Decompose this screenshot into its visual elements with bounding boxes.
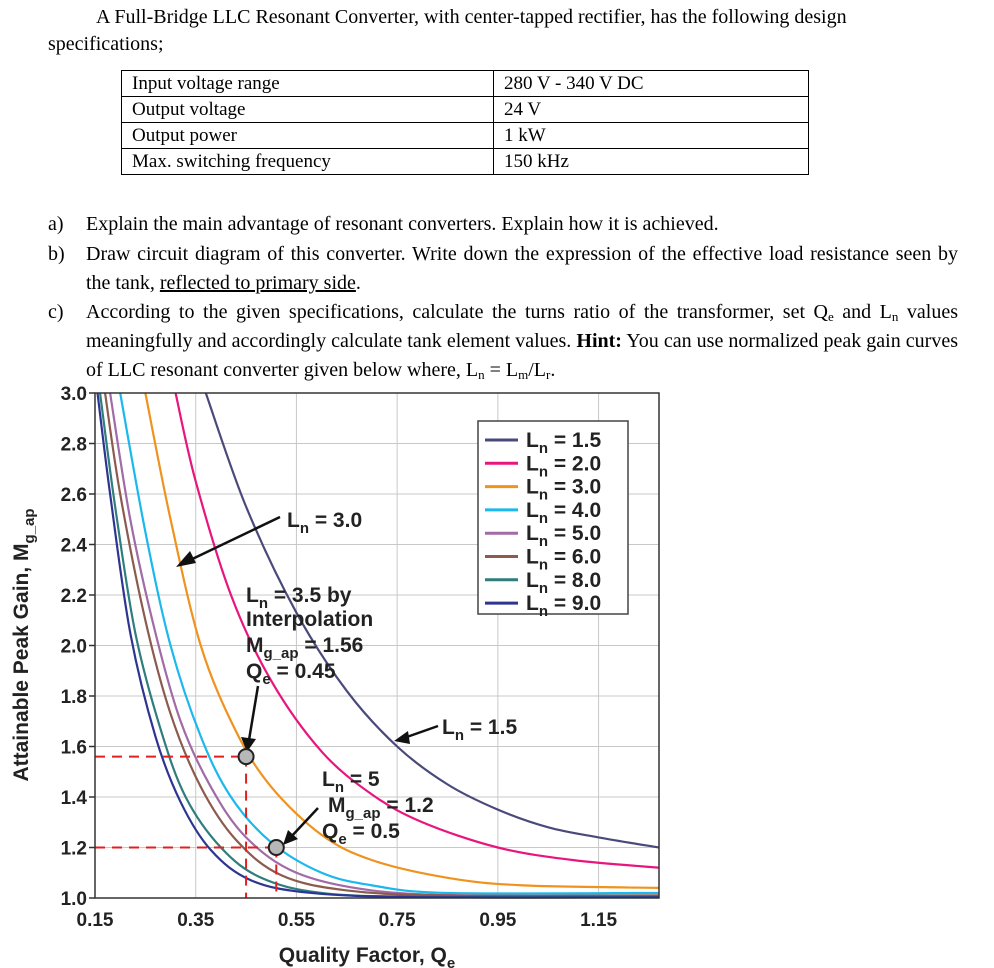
- x-tick-label: 0.95: [479, 910, 517, 931]
- y-tick-label: 3.0: [60, 384, 87, 405]
- question-b-text: [86, 240, 958, 298]
- question-c-sub-e: e: [827, 309, 834, 324]
- x-tick-label: 0.75: [378, 910, 416, 931]
- question-c-t3: values meaningfully and accordingly calculate tank element values.: [86, 301, 959, 352]
- question-c-t1: According to the given specifications, calculate the turns ratio of the transformer, set Q: [86, 301, 828, 323]
- question-c-label: c): [48, 301, 64, 323]
- operating-point-marker: [269, 840, 284, 855]
- spec-table: [121, 70, 809, 175]
- legend-label: $L_n = 6.0$: [526, 545, 602, 574]
- y-tick-label: 2.6: [60, 485, 87, 506]
- x-tick-label: 1.15: [580, 910, 618, 931]
- annotation-ln5-line2: $M_{g\_ap} = 1.2$: [328, 794, 434, 822]
- question-c: [48, 298, 958, 385]
- question-a: [48, 210, 958, 239]
- y-tick-label: 1.8: [60, 687, 87, 708]
- annotation-ln5-line1: $L_n = 5$: [322, 768, 380, 796]
- spec-value: 24 V: [494, 97, 809, 123]
- spec-label: Output power: [122, 123, 494, 149]
- question-c-text: [86, 298, 958, 385]
- question-a-text: Explain the main advantage of resonant converters. Explain how it is achieved.: [86, 213, 719, 235]
- annotation-ln35-line1: $L_n = 3.5$ by: [246, 584, 352, 612]
- spec-label: Output voltage: [122, 97, 494, 123]
- question-c-t5: = L: [484, 359, 519, 381]
- y-tick-label: 1.0: [60, 889, 87, 910]
- question-b-end: .: [355, 272, 361, 294]
- spec-value: 280 V - 340 V DC: [494, 71, 809, 97]
- spec-label: Max. switching frequency: [122, 149, 494, 175]
- intro-paragraph: [48, 4, 958, 58]
- question-c-sub-r: r: [546, 367, 551, 382]
- legend-label: $L_n = 5.0$: [526, 522, 602, 551]
- spec-value: 150 kHz: [494, 149, 809, 175]
- annotation-ln3: $L_n = 3.0$: [287, 509, 363, 537]
- intro-line-2: specifications;: [48, 33, 164, 55]
- spec-row: [122, 149, 809, 175]
- question-c-sub-m: m: [518, 367, 529, 382]
- x-tick-label: 0.55: [277, 910, 315, 931]
- question-c-t2: and L: [833, 301, 892, 323]
- annotation-ln35-line4: $Q_e = 0.45$: [246, 660, 336, 688]
- x-tick-label: 0.35: [177, 910, 215, 931]
- question-c-t7: .: [550, 359, 556, 381]
- y-tick-label: 2.4: [60, 535, 87, 557]
- spec-value: 1 kW: [494, 123, 809, 149]
- annotation-ln35-line3: $M_{g\_ap} = 1.56$: [246, 634, 364, 662]
- spec-label: Input voltage range: [122, 71, 494, 97]
- legend-label: $L_n = 8.0$: [526, 568, 602, 597]
- question-c-sub-n2: n: [478, 367, 485, 382]
- y-axis-title: Attainable Peak Gain, $M_{g\_ap}$: [10, 508, 38, 782]
- spec-row: [122, 123, 809, 149]
- question-b-underlined: reflected to primary side: [159, 272, 356, 294]
- y-tick-label: 1.6: [60, 737, 87, 759]
- intro-line-1: A Full-Bridge LLC Resonant Converter, with center-tapped rectifier, has the following design: [96, 6, 847, 28]
- operating-point-marker: [239, 749, 254, 764]
- question-b-body: Draw circuit diagram of this converter. Write down the expression of the effective load resistance seen by the tank,: [86, 243, 958, 294]
- y-tick-label: 2.2: [60, 586, 87, 607]
- annotation-ln5-line3: $Q_e = 0.5$: [322, 820, 400, 848]
- y-tick-label: 2.0: [60, 636, 87, 658]
- question-c-sub-n: n: [891, 309, 899, 324]
- question-c-t4: You can use normalized peak gain curves of LLC resonant converter given below where, L: [86, 330, 959, 381]
- question-c-hint: Hint:: [576, 330, 622, 352]
- y-tick-label: 1.4: [60, 788, 87, 809]
- question-b: [48, 240, 958, 298]
- spec-row: [122, 97, 809, 123]
- legend-label: $L_n = 4.0$: [526, 498, 602, 527]
- peak-gain-chart: [0, 380, 994, 968]
- legend-label: $L_n = 1.5$: [526, 429, 602, 457]
- question-b-label: b): [48, 243, 65, 265]
- legend-label: $L_n = 2.0$: [526, 452, 602, 481]
- annotation-ln35-line2: Interpolation: [246, 608, 374, 631]
- legend-label: $L_n = 9.0$: [526, 592, 602, 621]
- question-a-label: a): [48, 213, 64, 235]
- annotation-ln15: $L_n = 1.5$: [442, 716, 518, 744]
- y-tick-label: 2.8: [60, 434, 87, 456]
- question-c-t6: /L: [528, 359, 546, 381]
- spec-row: [122, 71, 809, 97]
- y-tick-label: 1.2: [60, 838, 87, 860]
- x-axis-title: Quality Factor, $Q_e$: [278, 944, 456, 968]
- legend-label: $L_n = 3.0$: [526, 475, 602, 504]
- x-tick-label: 0.15: [76, 910, 114, 931]
